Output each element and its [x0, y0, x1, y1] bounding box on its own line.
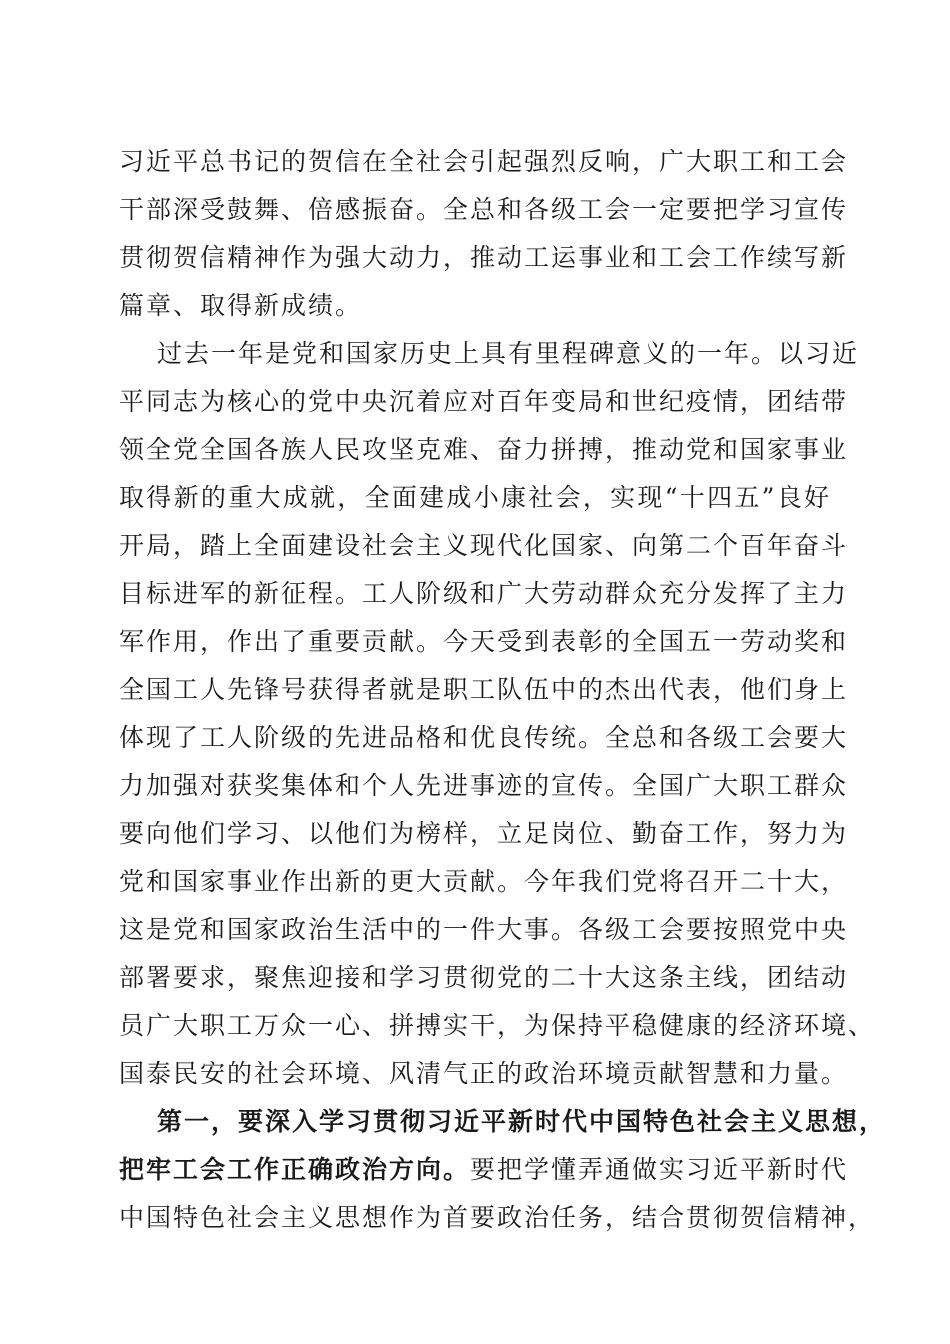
paragraph-1-line-2: 干部深受鼓舞、倍感振奋。全总和各级工会一定要把学习宣传: [119, 195, 849, 224]
paragraph-1-line-3: 贯彻贺信精神作为强大动力，推动工运事业和工会工作续写新: [119, 243, 849, 272]
paragraph-2-line-13: 这是党和国家政治生活中的一件大事。各级工会要按照党中央: [119, 915, 849, 944]
paragraph-2-line-7: 军作用，作出了重要贡献。今天受到表彰的全国五一劳动奖和: [119, 627, 849, 656]
paragraph-3-line-2: [119, 1154, 849, 1186]
paragraph-2-line-11: 要向他们学习、以他们为榜样，立足岗位、勤奋工作，努力为: [119, 819, 849, 848]
paragraph-2-line-10: 力加强对获奖集体和个人先进事迹的宣传。全国广大职工群众: [119, 771, 849, 800]
paragraph-1-line-4: 篇章、取得新成绩。: [119, 291, 363, 320]
paragraph-2-line-2: 平同志为核心的党中央沉着应对百年变局和世纪疫情，团结带: [119, 387, 849, 416]
paragraph-3-line-2-rest: 要把学懂弄通做实习近平新时代: [470, 1155, 849, 1184]
paragraph-2-line-4: 取得新的重大成就，全面建成小康社会，实现“十四五”良好: [119, 483, 831, 512]
paragraph-2-line-12: 党和国家事业作出新的更大贡献。今年我们党将召开二十大，: [119, 867, 849, 896]
paragraph-2-line-6: 目标进军的新征程。工人阶级和广大劳动群众充分发挥了主力: [119, 579, 849, 608]
paragraph-2-line-5: 开局，踏上全面建设社会主义现代化国家、向第二个百年奋斗: [119, 531, 849, 560]
paragraph-2-line-1: 过去一年是党和国家历史上具有里程碑意义的一年。以习近: [157, 339, 860, 368]
paragraph-2-line-16: 国泰民安的社会环境、风清气正的政治环境贡献智慧和力量。: [119, 1059, 849, 1088]
paragraph-2-line-14: 部署要求，聚焦迎接和学习贯彻党的二十大这条主线，团结动: [119, 963, 849, 992]
paragraph-2-line-15: 员广大职工万众一心、拼搏实干，为保持平稳健康的经济环境、: [119, 1011, 876, 1040]
paragraph-3-line-1: 第一，要深入学习贯彻习近平新时代中国特色社会主义思想，: [157, 1107, 887, 1136]
paragraph-3-line-3: 中国特色社会主义思想作为首要政治任务，结合贯彻贺信精神，: [119, 1203, 876, 1232]
paragraph-3-line-2-bold: 把牢工会工作正确政治方向。: [119, 1155, 471, 1184]
paragraph-2-line-8: 全国工人先锋号获得者就是职工队伍中的杰出代表，他们身上: [119, 675, 849, 704]
paragraph-2-line-9: 体现了工人阶级的先进品格和优良传统。全总和各级工会要大: [119, 723, 849, 752]
paragraph-1-line-1: 习近平总书记的贺信在全社会引起强烈反响，广大职工和工会: [119, 147, 849, 176]
paragraph-2-line-3: 领全党全国各族人民攻坚克难、奋力拼搏，推动党和国家事业: [119, 435, 849, 464]
